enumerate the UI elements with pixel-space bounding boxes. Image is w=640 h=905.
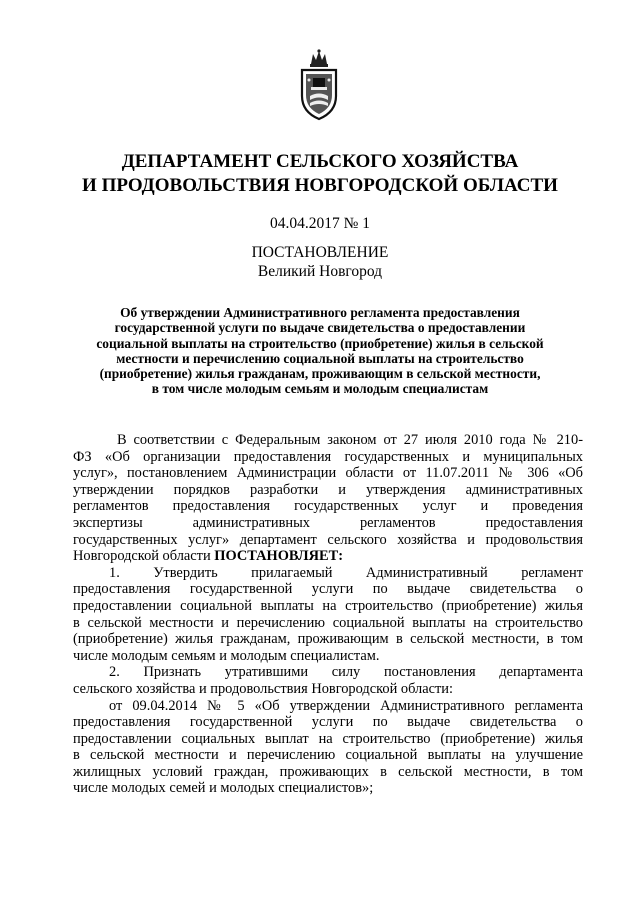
- subject-line: местности и перечислению социальной выплаты на строительство: [116, 350, 524, 366]
- body-line: ФЗ «Об организации предоставления государственных и муниципальных: [73, 448, 583, 465]
- body-line: утверждении порядков разработки и утверждения административных: [73, 481, 583, 498]
- body-line: предоставления государственной услуги по выдаче свидетельства о: [73, 581, 583, 598]
- document-type-block: [0, 243, 640, 281]
- subject-line: социальной выплаты на строительство (приобретение) жилья в сельской: [96, 335, 544, 351]
- city: Великий Новгород: [257, 263, 383, 280]
- body-line: 2. Признать утратившими силу постановления департамента: [109, 664, 583, 681]
- body-line: от 09.04.2014 № 5 «Об утверждении Административного регламента: [109, 697, 583, 714]
- body-line: предоставления государственной услуги по выдаче свидетельства о: [73, 714, 583, 731]
- body-line: регламентов предоставления государственных услуг и проведения: [73, 498, 583, 515]
- body-line: экспертизы административных регламентов предоставления: [73, 514, 583, 531]
- subject-line: (приобретение) жилья гражданам, проживающим в сельской местности,: [99, 366, 541, 382]
- body-line: числе молодых семей и молодых специалистов»;: [73, 780, 374, 797]
- department-title-line2: И ПРОДОВОЛЬСТВИЯ НОВГОРОДСКОЙ ОБЛАСТИ: [82, 175, 558, 196]
- body-text: Новгородской области: [73, 548, 215, 565]
- body-line: (приобретение) жилья гражданам, проживающим в сельской местности, в том: [73, 631, 583, 648]
- body-line: числе молодым семьям и молодым специалистам.: [73, 647, 380, 664]
- body-line: сельского хозяйства и продовольствия Новгородской области:: [73, 680, 453, 697]
- resolves-keyword: ПОСТАНОВЛЯЕТ:: [214, 548, 344, 565]
- body-line: услуг», постановлением Администрации области от 11.07.2011 № 306 «Об: [73, 465, 583, 482]
- body-line: 1. Утвердить прилагаемый Административный регламент: [109, 564, 583, 581]
- body-line: предоставлении социальных выплат на строительство (приобретение) жилья: [73, 730, 583, 747]
- body-line: в сельской местности и перечислению социальной выплаты на строительство: [73, 614, 583, 631]
- document-body: [73, 432, 583, 797]
- document-subject: [60, 305, 580, 397]
- body-line: государственных услуг» департамент сельского хозяйства и продовольствия: [73, 531, 583, 548]
- document-type: ПОСТАНОВЛЕНИЕ: [251, 244, 389, 261]
- body-line: предоставлении социальной выплаты на строительство (приобретение) жилья: [73, 597, 583, 614]
- subject-line: государственной услуги по выдаче свидетельства о предоставлении: [114, 320, 526, 336]
- date-number: 04.04.2017 № 1: [269, 215, 371, 232]
- body-line: В соответствии с Федеральным законом от 27 июля 2010 года № 210-: [117, 432, 583, 448]
- body-line: жилищных условий граждан, проживающих в сельской местности, в том: [73, 763, 583, 780]
- department-title-line1: ДЕПАРТАМЕНТ СЕЛЬСКОГО ХОЗЯЙСТВА: [121, 151, 519, 172]
- subject-line: в том числе молодым семьям и молодым специалистам: [151, 381, 489, 397]
- body-line-last: [73, 548, 583, 565]
- subject-line: Об утверждении Административного регламента предоставления: [120, 305, 520, 320]
- body-line: в сельской местности и перечислению социальной выплаты на улучшение: [73, 747, 583, 764]
- coat-of-arms-icon: [296, 48, 342, 122]
- department-title: [80, 150, 560, 198]
